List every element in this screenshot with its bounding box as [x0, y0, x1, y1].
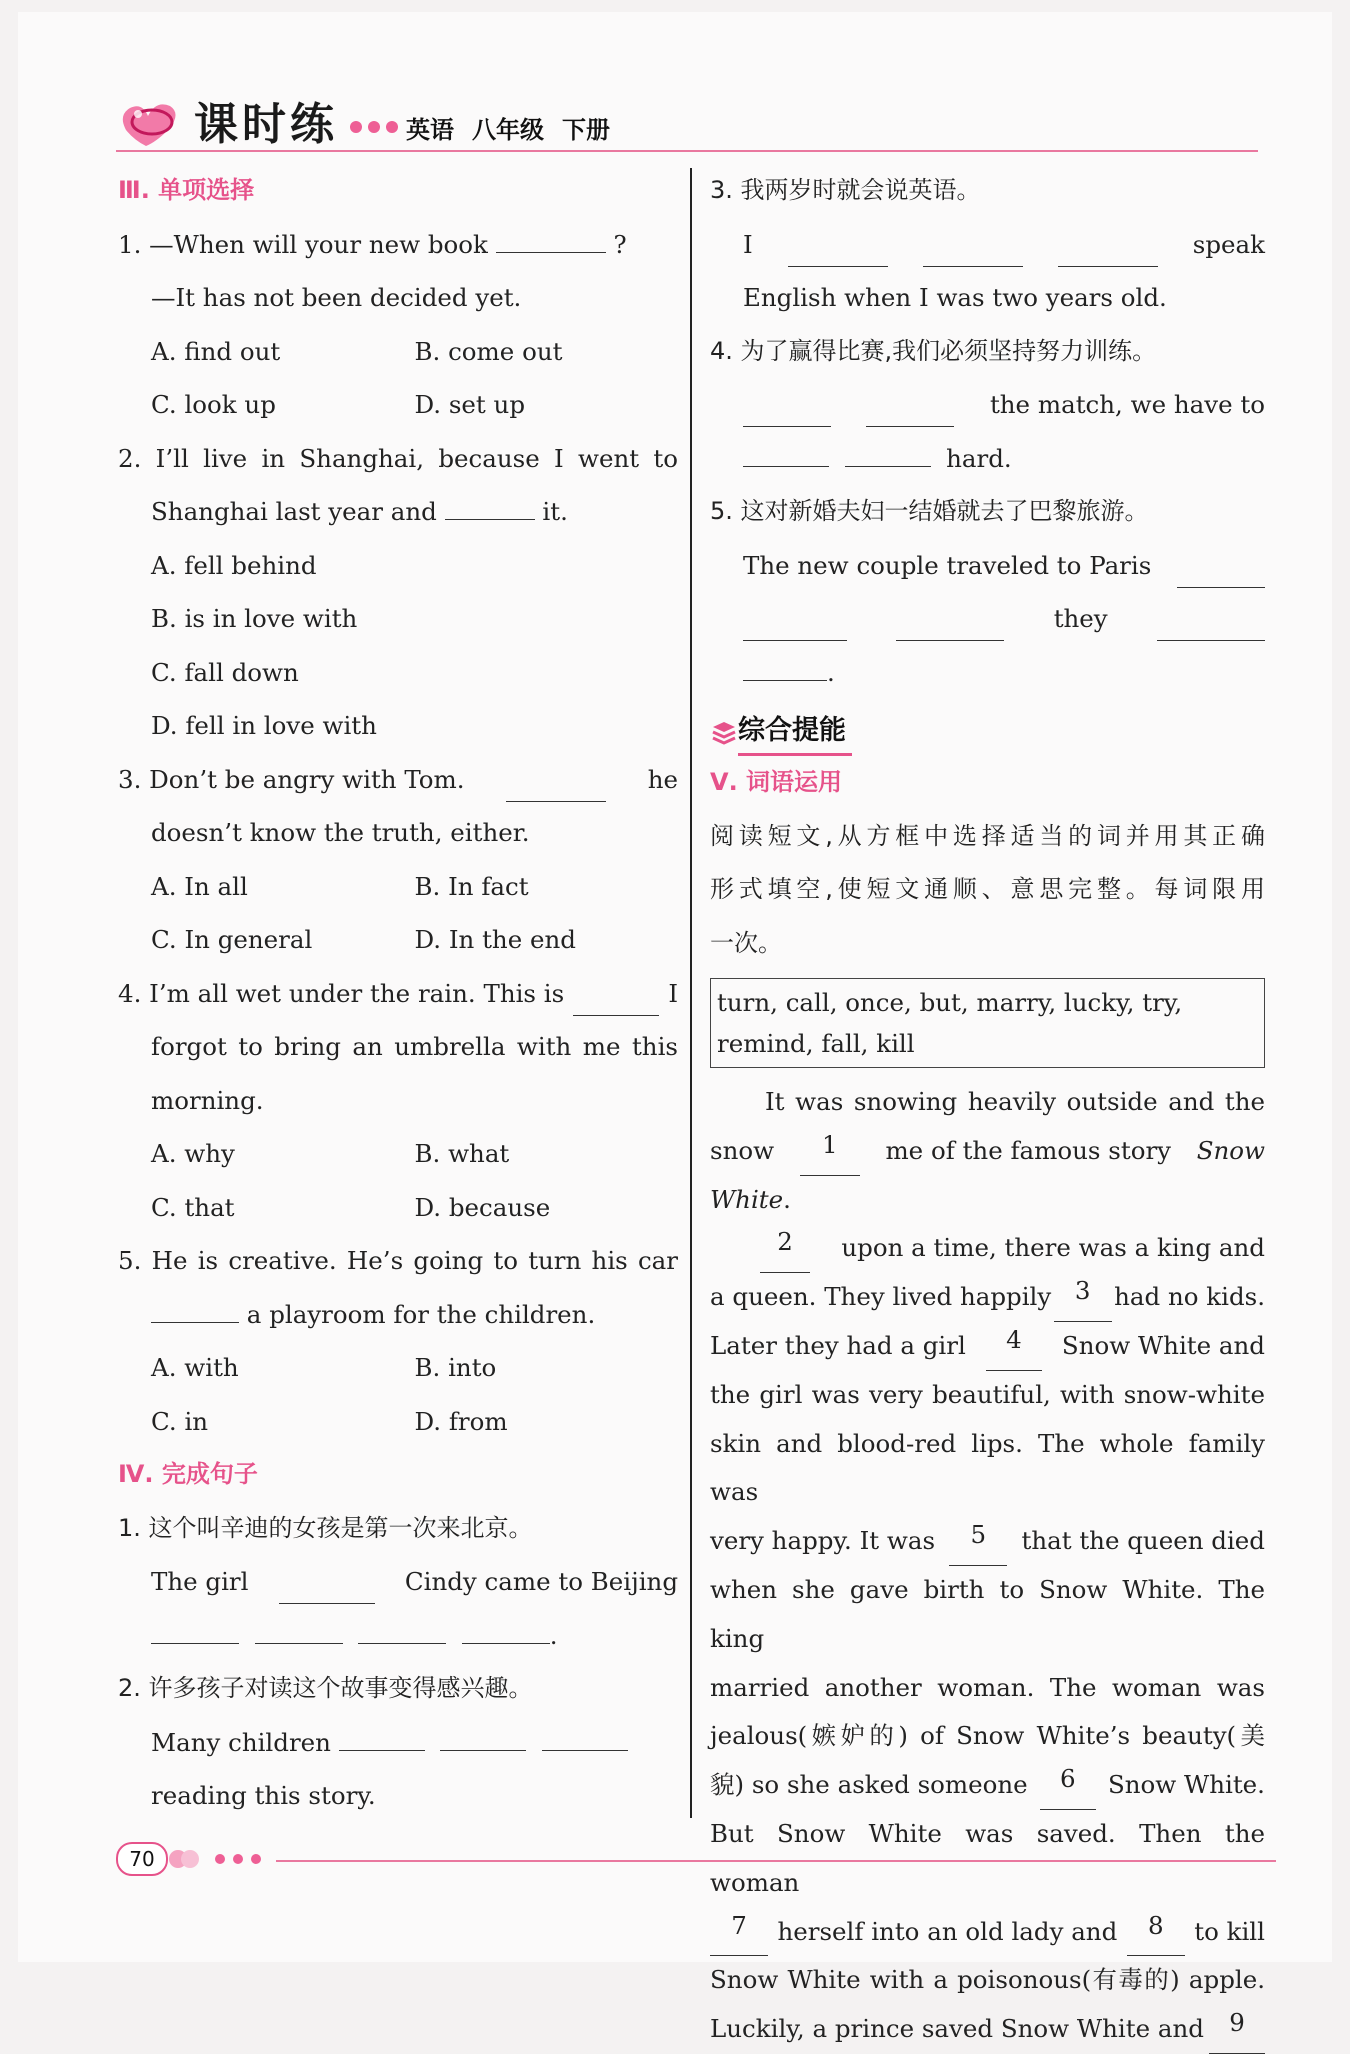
blank-3[interactable]: 3: [1054, 1273, 1112, 1322]
options-row: A. why B. what: [151, 1139, 510, 1168]
word-list: remind, fall, kill: [717, 1029, 915, 1058]
banner-title: 综合提能: [738, 709, 852, 756]
options-row: C. In general D. In the end: [151, 925, 576, 954]
question-line: morning.: [151, 1085, 264, 1115]
question-line: 1. —When will your new book ?: [118, 218, 678, 272]
chinese-sentence: 4. 为了赢得比赛,我们必须坚持努力训练。: [710, 336, 1157, 365]
question-line: 2. I’ll live in Shanghai, because I went to: [118, 443, 678, 473]
header-subtitle: [406, 110, 628, 145]
subject-label: 英语: [406, 116, 454, 144]
passage-line: skin and blood-red lips. The whole family was: [710, 1428, 1265, 1507]
banner: [710, 709, 1265, 756]
instruction-line: 一次。: [710, 928, 782, 957]
left-column: [118, 164, 678, 1823]
passage-line: But Snow White was saved. Then the woman: [710, 1818, 1265, 1897]
options-row: A. find out B. come out: [151, 336, 563, 366]
footer-dots-icon: [168, 1846, 278, 1872]
options-row: A. with B. into: [151, 1353, 497, 1382]
chinese-sentence: 1. 这个叫辛迪的女孩是第一次来北京。: [118, 1513, 533, 1542]
question-line: doesn’t know the truth, either.: [151, 818, 530, 847]
question-line: they: [710, 592, 1265, 646]
passage-line: White.: [710, 1184, 791, 1214]
book-stack-icon: [710, 719, 738, 747]
blank-2[interactable]: 2: [760, 1224, 810, 1273]
passage: [710, 1078, 1265, 2054]
question-line: Many children: [118, 1716, 678, 1770]
blank-1[interactable]: 1: [800, 1127, 860, 1176]
chinese-sentence: 2. 许多孩子对读这个故事变得感兴趣。: [118, 1674, 533, 1702]
question-line: forgot to bring an umbrella with me this: [151, 1032, 678, 1061]
question-line: .: [118, 1609, 678, 1663]
options-row: C. look up D. set up: [151, 390, 526, 419]
instruction-line: 阅读短文,从方框中选择适当的词并用其正确: [710, 821, 1265, 850]
options-row: C. that D. because: [151, 1192, 551, 1222]
passage-line: Snow White with a poisonous(有毒的) apple.: [710, 1965, 1265, 1995]
option: C. fall down: [151, 657, 299, 687]
passage-line: Luckily, a prince saved Snow White and 9: [710, 2005, 1265, 2054]
arrow-dots-icon: [348, 118, 404, 136]
passage-line: jealous(嫉妒的) of Snow White’s beauty(美: [710, 1721, 1265, 1751]
options-row: C. in D. from: [151, 1406, 508, 1436]
chinese-sentence: 3. 我两岁时就会说英语。: [710, 176, 981, 204]
question-line: reading this story.: [151, 1781, 376, 1810]
question-line: 3. Don’t be angry with Tom. he: [118, 753, 678, 807]
question-line: hard.: [710, 432, 1265, 486]
passage-line: very happy. It was 5 that the queen died: [710, 1517, 1265, 1566]
blank-7[interactable]: 7: [710, 1908, 768, 1957]
question-line: The new couple traveled to Paris: [710, 539, 1265, 593]
column-divider: [690, 168, 692, 1818]
section-title: Ⅴ. 词语运用: [710, 768, 843, 796]
blank-8[interactable]: 8: [1127, 1908, 1185, 1957]
question-line: —It has not been decided yet.: [151, 283, 522, 312]
question-line: The girl Cindy came to Beijing: [118, 1555, 678, 1609]
passage-line: Later they had a girl 4 Snow White and: [710, 1322, 1265, 1371]
question-line: .: [710, 646, 1265, 700]
heart-logo-icon: [116, 90, 191, 150]
footer-divider: [276, 1860, 1276, 1862]
section-title: Ⅲ. 单项选择: [118, 176, 255, 204]
question-line: 5. He is creative. He’s going to turn his car: [118, 1246, 678, 1275]
instruction-line: 形式填空,使短文通顺、意思完整。每词限用: [710, 875, 1265, 903]
blank-4[interactable]: 4: [986, 1322, 1042, 1371]
blank-6[interactable]: 6: [1040, 1761, 1096, 1810]
question-line: Shanghai last year and it.: [118, 485, 678, 539]
passage-line: It was snowing heavily outside and the: [765, 1087, 1265, 1116]
page-header: [116, 80, 1256, 160]
word-box: [710, 978, 1265, 1068]
passage-line: when she gave birth to Snow White. The king: [710, 1574, 1265, 1653]
passage-line: the girl was very beautiful, with snow-white: [710, 1379, 1265, 1409]
chinese-sentence: 5. 这对新婚夫妇一结婚就去了巴黎旅游。: [710, 497, 1149, 525]
question-line: the match, we have to: [710, 378, 1265, 432]
blank-5[interactable]: 5: [949, 1517, 1007, 1566]
page-footer: [116, 1842, 1266, 1882]
right-column: [710, 164, 1265, 2054]
blank-9[interactable]: 9: [1209, 2005, 1265, 2054]
question-line: a playroom for the children.: [118, 1288, 678, 1342]
passage-line: married another woman. The woman was: [710, 1672, 1265, 1702]
passage-line: 7 herself into an old lady and 8 to kill: [710, 1908, 1265, 1957]
question-line: I speak: [710, 218, 1265, 272]
option: D. fell in love with: [151, 711, 377, 740]
option: A. fell behind: [151, 550, 317, 580]
passage-line: 貌) so she asked someone 6 Snow White.: [710, 1761, 1265, 1810]
grade-label: 八年级: [472, 116, 544, 144]
passage-line: 2 upon a time, there was a king and: [710, 1224, 1265, 1273]
volume-label: 下册: [562, 116, 610, 144]
header-divider: [116, 150, 1258, 152]
section-title: Ⅳ. 完成句子: [118, 1460, 258, 1488]
passage-line: snow 1 me of the famous story Snow: [710, 1127, 1265, 1176]
option: B. is in love with: [151, 604, 358, 633]
brand-title: 课时练: [194, 99, 338, 150]
question-line: English when I was two years old.: [743, 283, 1167, 312]
word-list: turn, call, once, but, marry, lucky, try,: [717, 988, 1183, 1017]
options-row: A. In all B. In fact: [151, 871, 529, 901]
passage-line: a queen. They lived happily 3 had no kids.: [710, 1273, 1265, 1322]
page-number: 70: [116, 1842, 168, 1876]
question-line: 4. I’m all wet under the rain. This is I: [118, 967, 678, 1021]
